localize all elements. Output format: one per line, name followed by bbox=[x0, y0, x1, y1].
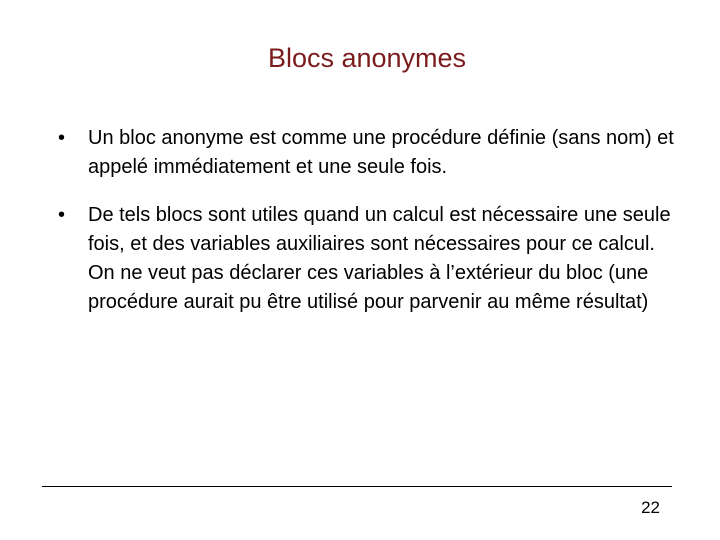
bullet-text: De tels blocs sont utiles quand un calcul est nécessaire une seule fois, et des variables auxiliaires sont nécessaires pour ce calcul. On ne veut pas déclarer ces variables à l’extérieur du bloc (une procédure aurait pu être utilisé pour parvenir au même résultat) bbox=[88, 204, 671, 313]
slide-title: Blocs anonymes bbox=[267, 43, 467, 73]
bullet-icon: • bbox=[58, 127, 66, 149]
bullet-list bbox=[58, 124, 678, 336]
bullet-icon: • bbox=[58, 204, 66, 226]
bullet-item bbox=[58, 124, 678, 182]
bullet-item bbox=[58, 201, 678, 317]
page-number: 22 bbox=[641, 498, 660, 517]
bullet-text: Un bloc anonyme est comme une procédure définie (sans nom) et appelé immédiatement et une seule fois. bbox=[88, 127, 674, 178]
footer-divider bbox=[42, 486, 672, 487]
